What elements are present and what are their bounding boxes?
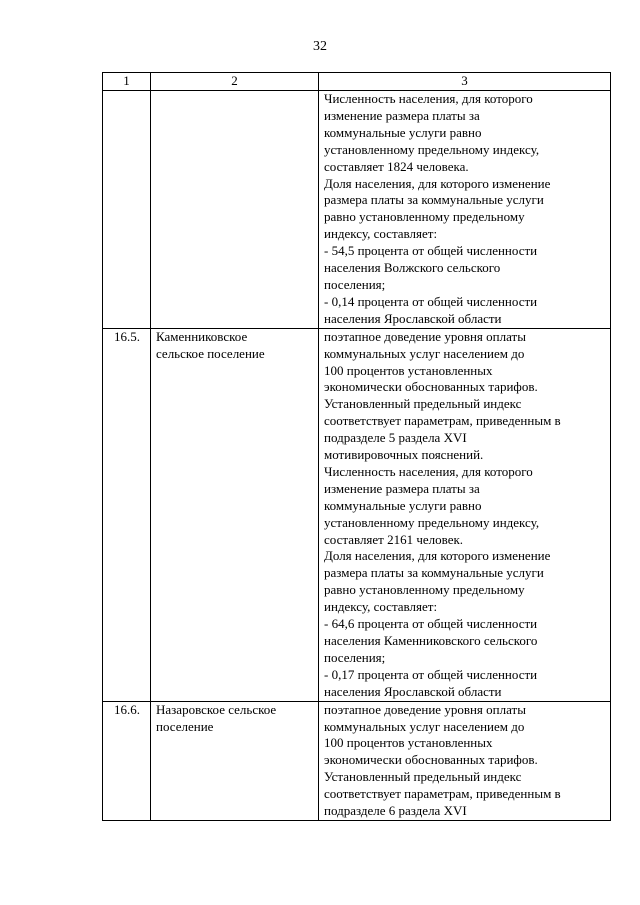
description-line: изменение размера платы за [324,480,480,496]
description-line: поэтапное доведение уровня оплаты [324,328,526,344]
column-header-2: 2 [151,73,319,91]
description-line: составляет 1824 человека. [324,158,469,174]
settlement-name-line: Каменниковское [156,328,248,344]
description-line: населения Волжского сельского [324,260,501,276]
description-line: индексу, составляет: [324,226,438,242]
column-header-1: 1 [103,73,151,91]
description-line: мотивировочных пояснений. [324,447,484,463]
row-number-cell [103,91,151,329]
description-line: составляет 2161 человек. [324,531,464,547]
settlement-name-line: Назаровское сельское [156,701,277,717]
description-line: поселения; [324,276,386,292]
description-line: равно установленному предельному [324,209,525,225]
description-line: поэтапное доведение уровня оплаты [324,701,526,717]
header-row [103,73,611,91]
table-body [103,91,611,821]
settlement-name-line: поселение [156,718,214,734]
description-line: поселения; [324,649,386,665]
description-line: коммунальные услуги равно [324,497,482,513]
description-line: экономически обоснованных тарифов. [324,752,538,768]
description-line: коммунальных услуг населением до [324,718,525,734]
description-line: размера платы за коммунальные услуги [324,565,544,581]
description-line: - 64,6 процента от общей численности [324,616,538,632]
description-line: Доля населения, для которого изменение [324,175,551,191]
description-line: экономически обоснованных тарифов. [324,379,538,395]
description-line: установленному предельному индексу, [324,514,540,530]
description-line: 100 процентов установленных [324,362,493,378]
description-line: подразделе 6 раздела XVI [324,803,467,819]
row-number-cell: 16.5. [103,328,151,701]
table-header [103,73,611,91]
description-line: соответствует параметрам, приведенным в [324,413,561,429]
settlement-name-cell [151,701,319,820]
description-line: населения Ярославской области [324,310,502,326]
description-line: изменение размера платы за [324,107,480,123]
description-line: населения Ярославской области [324,683,502,699]
description-line: подразделе 5 раздела XVI [324,430,467,446]
description-cell [319,328,611,701]
description-line: соответствует параметрам, приведенным в [324,786,561,802]
description-line: Доля населения, для которого изменение [324,548,551,564]
document-table [102,72,611,821]
description-line: коммунальных услуг населением до [324,345,525,361]
settlement-name-cell [151,328,319,701]
description-line: Установленный предельный индекс [324,769,522,785]
description-cell [319,701,611,820]
settlement-name-cell [151,91,319,329]
description-line: Численность населения, для которого [324,91,533,106]
settlement-name-line: сельское поселение [156,345,265,361]
description-line: 100 процентов установленных [324,735,493,751]
description-line: - 54,5 процента от общей численности [324,243,538,259]
page-number: 32 [313,39,327,54]
column-header-3: 3 [319,73,611,91]
table-row [103,701,611,820]
description-line: установленному предельному индексу, [324,141,540,157]
description-line: равно установленному предельному [324,582,525,598]
description-line: Численность населения, для которого [324,463,533,479]
description-line: индексу, составляет: [324,599,438,615]
description-line: Установленный предельный индекс [324,396,522,412]
description-line: - 0,17 процента от общей численности [324,666,538,682]
table-row [103,91,611,329]
row-number-cell: 16.6. [103,701,151,820]
description-line: размера платы за коммунальные услуги [324,192,544,208]
description-cell [319,91,611,329]
table-row [103,328,611,701]
description-line: коммунальные услуги равно [324,124,482,140]
description-line: - 0,14 процента от общей численности [324,293,538,309]
description-line: населения Каменниковского сельского [324,633,538,648]
